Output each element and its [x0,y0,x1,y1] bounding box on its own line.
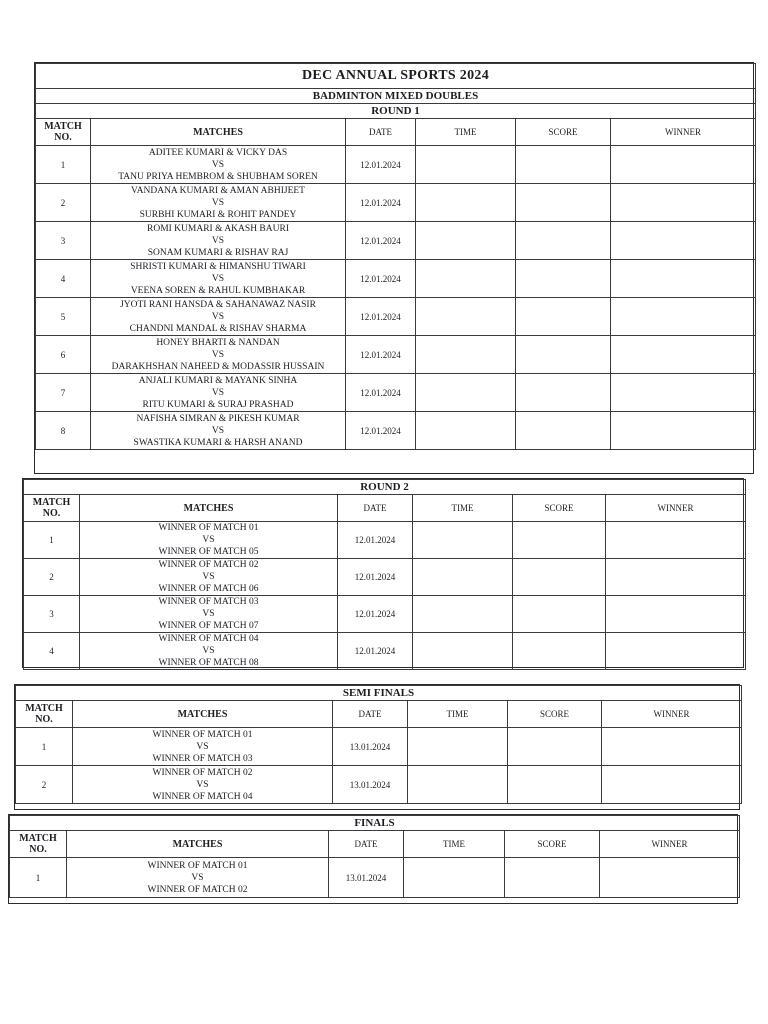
round-title: ROUND 1 [36,104,756,119]
match-date: 12.01.2024 [338,633,413,670]
match-score [516,374,611,412]
round-title: SEMI FINALS [16,686,742,701]
match-winner [611,222,756,260]
match-number: 3 [36,222,91,260]
match-winner [606,559,746,596]
vs-label: VS [196,741,209,752]
round-1-table [34,62,754,474]
match-time [416,222,516,260]
match-date: 13.01.2024 [333,766,408,804]
round-2-grid [23,479,746,670]
col-winner: WINNER [600,831,740,858]
match-date: 13.01.2024 [329,858,404,898]
match-time [413,559,513,596]
match-row [24,633,746,670]
match-date: 12.01.2024 [338,522,413,559]
team-a: VANDANA KUMARI & AMAN ABHIJEET [130,185,305,196]
match-row [36,412,756,450]
col-score: SCORE [508,701,602,728]
match-score [513,596,606,633]
col-score: SCORE [513,495,606,522]
team-b: WINNER OF MATCH 05 [158,547,259,557]
match-score [516,222,611,260]
team-a: ANJALI KUMARI & MAYANK SINHA [138,375,298,386]
team-b: WINNER OF MATCH 07 [158,621,259,631]
round-1-grid [35,63,756,450]
team-a: NAFISHA SIMRAN & PIKESH KUMAR [136,413,300,424]
match-winner [611,298,756,336]
match-score [513,633,606,670]
match-winner [606,522,746,559]
match-score [508,766,602,804]
vs-label: VS [211,311,225,322]
col-matches: MATCHES [67,831,329,858]
column-header-row [16,701,742,728]
col-matches: MATCHES [80,495,338,522]
team-a: WINNER OF MATCH 01 [152,729,253,740]
match-winner [611,184,756,222]
match-score [516,336,611,374]
match-number: 1 [10,858,67,898]
match-time [408,766,508,804]
match-score [508,728,602,766]
match-pairing [73,728,333,766]
semi-finals-table [14,684,740,810]
col-time: TIME [404,831,505,858]
match-row [36,336,756,374]
match-time [416,374,516,412]
match-pairing [80,522,338,559]
match-row [24,559,746,596]
match-winner [602,766,742,804]
match-winner [611,374,756,412]
match-number: 1 [24,522,80,559]
match-pairing [80,596,338,633]
team-a: ROMI KUMARI & AKASH BAURI [147,223,289,234]
match-score [516,146,611,184]
match-time [416,336,516,374]
vs-label: VS [191,872,204,883]
match-date: 12.01.2024 [346,374,416,412]
match-winner [606,596,746,633]
match-winner [611,260,756,298]
col-matches: MATCHES [91,119,346,146]
team-b: SWASTIKA KUMARI & HARSH ANAND [133,437,303,448]
match-date: 12.01.2024 [338,596,413,633]
team-b: DARAKHSHAN NAHEED & MODASSIR HUSSAIN [111,361,325,372]
match-time [416,184,516,222]
match-score [516,184,611,222]
match-winner [611,146,756,184]
match-time [416,412,516,450]
match-score [513,559,606,596]
match-number: 2 [16,766,73,804]
team-b: TANU PRIYA HEMBROM & SHUBHAM SOREN [118,171,318,182]
match-score [505,858,600,898]
match-winner [602,728,742,766]
match-time [413,596,513,633]
match-date: 12.01.2024 [346,260,416,298]
vs-label: VS [202,572,215,582]
col-date: DATE [333,701,408,728]
match-score [516,412,611,450]
col-date: DATE [329,831,404,858]
match-pairing [91,222,346,260]
team-b: WINNER OF MATCH 02 [147,884,248,895]
column-header-row [36,119,756,146]
match-pairing [91,298,346,336]
team-a: WINNER OF MATCH 03 [158,597,259,607]
col-matches: MATCHES [73,701,333,728]
team-b: WINNER OF MATCH 03 [152,753,253,764]
match-winner [606,633,746,670]
col-time: TIME [416,119,516,146]
vs-label: VS [202,535,215,545]
match-number: 7 [36,374,91,412]
match-date: 13.01.2024 [333,728,408,766]
match-number: 8 [36,412,91,450]
round-2-table [22,478,744,668]
vs-label: VS [211,425,225,436]
col-winner: WINNER [602,701,742,728]
team-b: RITU KUMARI & SURAJ PRASHAD [142,399,294,410]
team-a: WINNER OF MATCH 02 [152,767,253,778]
match-date: 12.01.2024 [346,222,416,260]
match-winner [600,858,740,898]
match-pairing [91,260,346,298]
col-time: TIME [408,701,508,728]
col-date: DATE [338,495,413,522]
round-title: FINALS [10,816,740,831]
match-score [516,298,611,336]
match-date: 12.01.2024 [346,298,416,336]
column-header-row [10,831,740,858]
column-header-row [24,495,746,522]
team-a: HONEY BHARTI & NANDAN [156,337,280,348]
col-match-no: MATCH NO. [10,831,67,858]
team-a: JYOTI RANI HANSDA & SAHANAWAZ NASIR [120,299,316,310]
match-number: 4 [36,260,91,298]
round-title: ROUND 2 [24,480,746,495]
match-number: 3 [24,596,80,633]
match-number: 1 [16,728,73,766]
col-score: SCORE [516,119,611,146]
match-time [416,260,516,298]
match-score [516,260,611,298]
match-row [36,374,756,412]
team-b: WINNER OF MATCH 08 [158,658,259,668]
match-number: 4 [24,633,80,670]
match-score [513,522,606,559]
match-time [408,728,508,766]
match-row [24,596,746,633]
match-row [10,858,740,898]
match-row [36,260,756,298]
vs-label: VS [211,273,225,284]
vs-label: VS [196,779,209,790]
match-pairing [91,374,346,412]
semi-finals-grid [15,685,742,804]
match-row [36,222,756,260]
match-pairing [73,766,333,804]
team-a: WINNER OF MATCH 01 [158,523,259,533]
document-title: DEC ANNUAL SPORTS 2024 [36,64,756,89]
team-a: WINNER OF MATCH 02 [158,560,259,570]
match-pairing [91,184,346,222]
team-a: WINNER OF MATCH 04 [158,634,259,644]
team-b: WINNER OF MATCH 04 [152,791,253,802]
match-pairing [67,858,329,898]
match-row [24,522,746,559]
match-date: 12.01.2024 [346,146,416,184]
match-time [413,522,513,559]
finals-grid [9,815,740,898]
match-number: 5 [36,298,91,336]
match-winner [611,336,756,374]
col-match-no: MATCH NO. [24,495,80,522]
match-pairing [91,336,346,374]
team-b: CHANDNI MANDAL & RISHAV SHARMA [129,323,307,334]
match-time [413,633,513,670]
team-b: VEENA SOREN & RAHUL KUMBHAKAR [130,285,306,296]
match-row [36,146,756,184]
match-time [416,298,516,336]
match-row [16,766,742,804]
match-date: 12.01.2024 [338,559,413,596]
vs-label: VS [211,197,225,208]
vs-label: VS [211,349,225,360]
team-a: SHRISTI KUMARI & HIMANSHU TIWARI [130,261,306,272]
team-b: WINNER OF MATCH 06 [158,584,259,594]
match-number: 6 [36,336,91,374]
match-date: 12.01.2024 [346,336,416,374]
team-a: WINNER OF MATCH 01 [147,860,248,871]
finals-table [8,814,738,904]
team-b: SURBHI KUMARI & ROHIT PANDEY [139,209,297,220]
match-date: 12.01.2024 [346,412,416,450]
col-match-no: MATCH NO. [36,119,91,146]
vs-label: VS [211,235,225,246]
team-b: SONAM KUMARI & RISHAV RAJ [147,247,289,258]
match-pairing [91,146,346,184]
match-time [404,858,505,898]
match-number: 2 [36,184,91,222]
vs-label: VS [202,646,215,656]
col-date: DATE [346,119,416,146]
col-time: TIME [413,495,513,522]
match-number: 2 [24,559,80,596]
document-subtitle: BADMINTON MIXED DOUBLES [36,89,756,104]
match-number: 1 [36,146,91,184]
col-winner: WINNER [606,495,746,522]
vs-label: VS [202,609,215,619]
match-pairing [80,633,338,670]
col-winner: WINNER [611,119,756,146]
match-row [36,184,756,222]
match-pairing [91,412,346,450]
col-match-no: MATCH NO. [16,701,73,728]
col-score: SCORE [505,831,600,858]
match-row [36,298,756,336]
match-time [416,146,516,184]
vs-label: VS [211,387,225,398]
match-pairing [80,559,338,596]
vs-label: VS [211,159,225,170]
match-winner [611,412,756,450]
team-a: ADITEE KUMARI & VICKY DAS [148,147,288,158]
match-date: 12.01.2024 [346,184,416,222]
match-row [16,728,742,766]
